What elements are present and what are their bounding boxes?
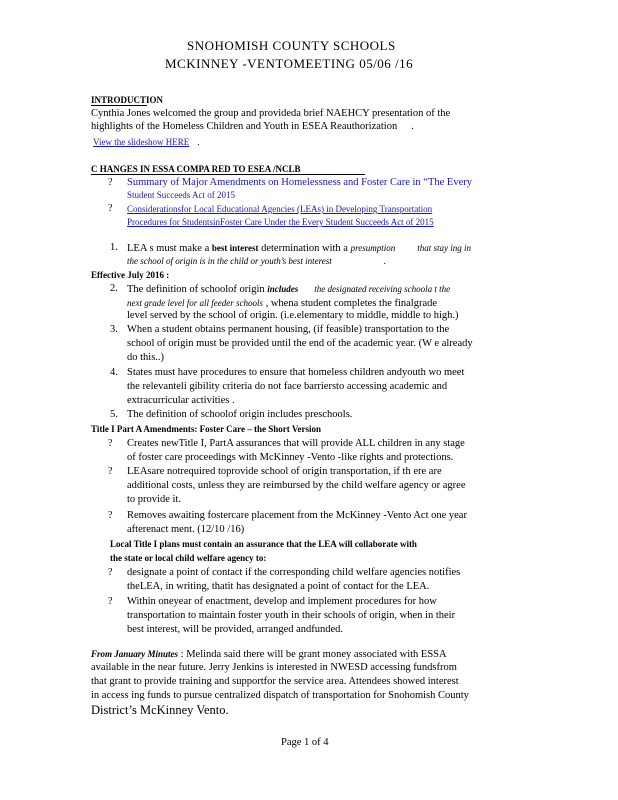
summary-amendments-link[interactable]: Summary of Major Amendments on Homelessness and Foster Care in “The Every — [127, 177, 472, 188]
title-one-bullet-1-line-1: Creates newTitle I, PartA assurances that will provide ALL children in any stage — [127, 438, 465, 449]
item-number-3: 3. — [110, 324, 118, 335]
minutes-line-2: available in the near future. Jerry Jenkins is interested in NWESD accessing fundsfrom — [91, 662, 457, 673]
bullet-mark: ? — [108, 567, 113, 578]
item-3-line-1: When a student obtains permanent housing, (if feasible) transportation to the — [127, 324, 450, 335]
item-4-line-1: States must have procedures to ensure that homeless children andyouth wo meet — [127, 367, 465, 378]
considerations-leas-link-line-2[interactable]: Procedures for StudentsinFoster Care Under the Every Student Succeeds Act of 2015 — [127, 217, 434, 227]
effective-date-label: Effective July 2016 : — [91, 270, 170, 280]
item-number-2: 2. — [110, 283, 118, 294]
intro-text-line-2: highlights of the Homeless Children and Youth in ESEA Reauthorization . — [91, 121, 414, 132]
minutes-line-5: District’s McKinney Vento. — [91, 703, 229, 717]
minutes-line-3: that grant to provide training and supportfor the service area. Attendees showed interest — [91, 676, 459, 687]
bullet-mark: ? — [108, 466, 113, 477]
local-bullet-2-line-3: best interest, will be provided, arranged andfunded. — [127, 624, 344, 635]
item-4-line-3: extracurricular activities . — [127, 395, 235, 406]
item-3-line-2: school of origin must be provided until the end of the academic year. (W e already — [127, 338, 473, 349]
title-one-bullet-3-line-2: afterenact ment. (12/10 /16) — [127, 524, 245, 535]
changes-heading-underline — [91, 174, 365, 175]
local-bullet-2-line-2: transportation to maintain foster youth in their schools of origin, when in their — [127, 610, 456, 621]
item-2-line-1: The definition of schoolof origin includes the designated receiving schoola t the — [127, 284, 451, 295]
item-number-1: 1. — [110, 242, 118, 253]
title-one-amendments-heading: Title I Part A Amendments: Foster Care – the Short Version — [91, 424, 321, 434]
local-bullet-2-line-1: Within oneyear of enactment, develop and implement procedures for how — [127, 596, 437, 607]
item-2-line-3: level served by the school of origin. (i.e.elementary to middle, middle to high.) — [127, 310, 459, 321]
intro-heading-underline — [91, 105, 147, 106]
local-plans-heading-line-2: the state or local child welfare agency to: — [110, 553, 267, 563]
title-one-bullet-2-line-2: additional costs, unless they are reimbursed by the child welfare agency or agree — [127, 480, 466, 491]
page-header-title: SNOHOMISH COUNTY SCHOOLS — [187, 38, 396, 53]
considerations-leas-link[interactable]: Considerationsfor Local Educational Agencies (LEAs) in Developing Transportation — [127, 204, 433, 214]
intro-heading: INTRODUCTION — [91, 95, 164, 105]
bullet-mark: ? — [108, 510, 113, 521]
local-bullet-1-line-2: theLEA, in writing, thatit has designated a point of contact for the LEA. — [127, 581, 430, 592]
item-5-line-1: The definition of schoolof origin includes preschools. — [127, 409, 353, 420]
local-plans-heading-line-1: Local Title I plans must contain an assurance that the LEA will collaborate with — [110, 539, 417, 549]
item-number-5: 5. — [110, 409, 118, 420]
bullet-mark: ? — [108, 177, 113, 188]
item-4-line-2: the relevanteli gibility criteria do not face barriersto accessing academic and — [127, 381, 448, 392]
title-one-bullet-2-line-3: to provide it. — [127, 494, 181, 505]
summary-amendments-link-line-2[interactable]: Student Succeeds Act of 2015 — [127, 190, 235, 200]
item-1-line-1: LEA s must make a best interest determination with a presumption that stay ing in — [127, 243, 472, 254]
item-1-line-2: the school of origin is in the child or youth’s best interest . — [127, 256, 386, 266]
local-bullet-1-line-1: designate a point of contact if the corresponding child welfare agencies notifies — [127, 567, 461, 578]
intro-text-line-1: Cynthia Jones welcomed the group and provideda brief NAEHCY presentation of the — [91, 108, 451, 119]
title-one-bullet-2-line-1: LEAsare notrequired toprovide school of origin transportation, if th ere are — [127, 466, 442, 477]
slideshow-link[interactable]: View the slideshow HERE — [93, 137, 190, 147]
item-number-4: 4. — [110, 367, 118, 378]
title-one-bullet-1-line-2: of foster care proceedings with McKinney -Vento -like rights and protections. — [127, 452, 454, 463]
title-one-bullet-3-line-1: Removes awaiting fostercare placement from the McKinney -Vento Act one year — [127, 510, 467, 521]
slideshow-link-line: View the slideshow HERE . — [93, 137, 200, 147]
bullet-mark: ? — [108, 438, 113, 449]
page-header-meeting: MCKINNEY -VENTOMEETING 05/06 /16 — [165, 56, 414, 71]
bullet-mark: ? — [108, 596, 113, 607]
changes-heading: C HANGES IN ESSA COMPA RED TO ESEA /NCLB — [91, 164, 301, 174]
minutes-line-1: From January Minutes : Melinda said there will be grant money associated with ESSA — [91, 649, 447, 660]
item-2-line-2: next grade level for all feeder schools , whena student completes the finalgrade — [127, 298, 438, 309]
bullet-mark: ? — [108, 203, 113, 214]
page-number: Page 1 of 4 — [281, 737, 329, 748]
minutes-line-4: in access ing funds to pursue centralized dispatch of transportation for Snohomish County — [91, 690, 469, 701]
item-3-line-3: do this..) — [127, 352, 165, 363]
